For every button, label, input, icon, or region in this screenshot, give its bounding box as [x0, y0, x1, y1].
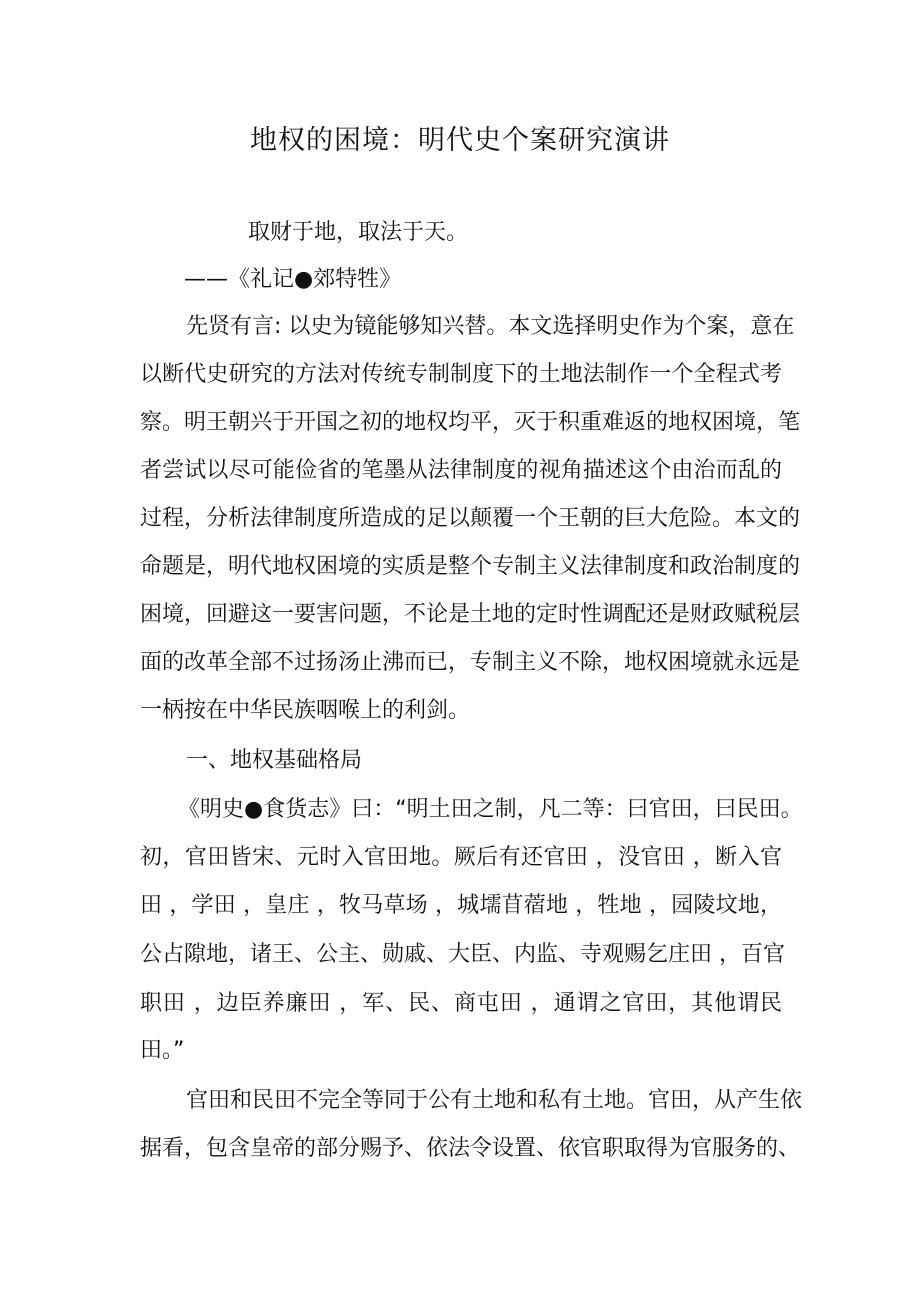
text-line: 察。明王朝兴于开国之初的地权均平，灭于积重难返的地权困境，笔: [140, 410, 801, 435]
text-line: 困境，回避这一要害问题，不论是土地的定时性调配还是财政赋税层: [140, 602, 801, 627]
text-line: 过程，分析法律制度所造成的足以颠覆一个王朝的巨大危险。本文的: [140, 506, 801, 531]
text-line: 初，官田皆宋、元时入官田地。厥后有还官田 ，没官田 ，断入官: [140, 845, 782, 870]
section-heading: 一、地权基础格局: [186, 748, 363, 773]
text-line: 者尝试以尽可能俭省的笔墨从法律制度的视角描述这个由治而乱的: [140, 458, 782, 483]
text-line: 田 ，学田 ，皇庄 ，牧马草场 ，城壖苜蓿地 ，牲地 ，园陵坟地，: [140, 893, 782, 918]
text-line: 公占隙地，诸王、公主、勋戚、大臣、内监、寺观赐乞庄田 ，百官: [140, 942, 785, 967]
text-line: 面的改革全部不过扬汤止沸而已，专制主义不除，地权困境就永远是: [140, 650, 801, 675]
document-title: 地权的困境：明代史个案研究演讲: [250, 125, 670, 156]
text-line: 命题是，明代地权困境的实质是整个专制主义法律制度和政治制度的: [140, 554, 801, 579]
epigraph-quote: 取财于地，取法于天。: [248, 220, 469, 245]
text-line: 一柄按在中华民族咽喉上的利剑。: [140, 698, 471, 723]
epigraph-source: ——《礼记●郊特牲》: [184, 267, 402, 292]
text-line: 职田 ，边臣养廉田 ，军、民、商屯田 ，通谓之官田，其他谓民: [140, 991, 782, 1016]
text-line: 据看，包含皇帝的部分赐予、依法令设置、依官职取得为官服务的、: [140, 1136, 801, 1161]
text-line: 以断代史研究的方法对传统专制制度下的土地法制作一个全程式考: [140, 362, 782, 387]
text-line: 田。”: [140, 1038, 185, 1063]
text-line: 官田和民田不完全等同于公有土地和私有土地。官田，从产生依: [186, 1088, 803, 1113]
text-line: 《明史●食货志》曰：“明土田之制，凡二等：曰官田，曰民田。: [178, 797, 803, 822]
text-line: 先贤有言: 以史为镜能够知兴替。本文选择明史作为个案，意在: [186, 314, 795, 339]
